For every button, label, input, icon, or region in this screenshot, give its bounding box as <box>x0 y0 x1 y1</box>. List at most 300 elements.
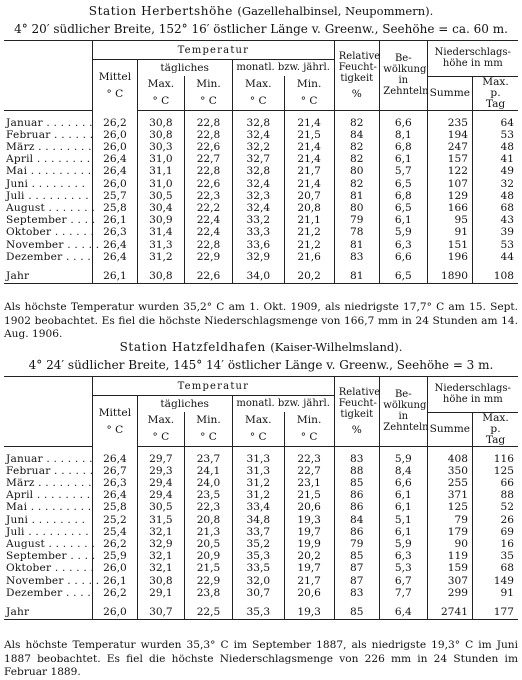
year-cell-mmax: 35,3 <box>232 605 284 620</box>
header-tmax-label: Max. <box>147 78 175 91</box>
header-tmax-unit: ° C <box>152 95 170 108</box>
year-cell-mittel: 26,0 <box>93 605 137 620</box>
cell-tmin: 20,8 <box>185 514 233 526</box>
cell-tmin: 22,6 <box>185 141 233 153</box>
table-row <box>4 117 518 129</box>
cell-summe: 95 <box>427 214 472 226</box>
header-maxtag-label: Max. p. Tag <box>482 411 509 446</box>
cell-summe: 90 <box>427 538 472 550</box>
cell-tmin: 23,5 <box>185 489 233 501</box>
cell-mmax: 33,5 <box>232 562 284 574</box>
cell-feucht: 86 <box>334 501 379 513</box>
cell-mittel: 25,2 <box>93 514 137 526</box>
cell-mmax: 32,7 <box>232 153 284 165</box>
cell-feucht: 82 <box>334 178 379 190</box>
cell-bew: 6,1 <box>379 489 427 501</box>
cell-summe: 194 <box>427 129 472 141</box>
header-taegliches: tägliches <box>137 60 232 77</box>
cell-tmin: 20,5 <box>185 538 233 550</box>
cell-mmin: 22,7 <box>284 465 334 477</box>
cell-mmax: 32,4 <box>232 178 284 190</box>
cell-mittel: 26,4 <box>93 251 137 263</box>
cell-summe: 91 <box>427 226 472 238</box>
cell-mmin: 21,7 <box>284 165 334 177</box>
cell-month: Mai . . . . . . . . . <box>6 165 92 178</box>
cell-maxtag: 43 <box>500 214 514 227</box>
cell-mmin: 23,1 <box>284 477 334 489</box>
cell-feucht: 86 <box>334 489 379 501</box>
table-row <box>4 465 518 477</box>
cell-mmin: 21,2 <box>284 239 334 251</box>
table-row <box>4 477 518 489</box>
table-row <box>4 226 518 238</box>
cell-tmin: 22,8 <box>185 117 233 129</box>
cell-mmin: 19,3 <box>284 514 334 526</box>
cell-tmax: 31,0 <box>137 178 185 190</box>
cell-tmax: 31,1 <box>137 165 185 177</box>
header-taegliches: tägliches <box>137 396 232 413</box>
cell-summe: 122 <box>427 165 472 177</box>
header-mittel-label: Mittel <box>98 406 132 419</box>
year-cell-mmax: 34,0 <box>232 269 284 284</box>
header-monatl: monatl. bzw. jährl. <box>232 60 334 77</box>
cell-mittel: 26,2 <box>93 587 137 599</box>
cell-mmin: 21,5 <box>284 129 334 141</box>
cell-bew: 6,7 <box>379 575 427 587</box>
cell-tmin: 22,7 <box>185 153 233 165</box>
cell-mmin: 21,6 <box>284 251 334 263</box>
cell-tmax: 30,8 <box>137 129 185 141</box>
header-bewoelkung-label: Be-wölkung in Zehnteln <box>383 389 429 434</box>
cell-feucht: 84 <box>334 514 379 526</box>
cell-maxtag: 69 <box>500 525 514 538</box>
cell-mittel: 26,7 <box>93 465 137 477</box>
header-mmax <box>232 412 284 446</box>
header-mittel-unit: ° C <box>106 87 124 100</box>
year-cell-bew: 6,4 <box>379 605 427 620</box>
cell-month: Dezember . . . . <box>6 586 91 599</box>
cell-tmin: 20,9 <box>185 550 233 562</box>
header-mmin-label: Min. <box>296 78 322 91</box>
cell-maxtag: 125 <box>493 464 514 477</box>
cell-maxtag: 39 <box>500 226 514 239</box>
header-tmin-label: Min. <box>196 414 221 427</box>
table-row <box>4 550 518 562</box>
cell-tmin: 21,3 <box>185 526 233 538</box>
cell-maxtag: 66 <box>500 476 514 489</box>
year-cell-bew: 6,5 <box>379 269 427 284</box>
station-region: (Gazellehalbinsel, Neupommern). <box>237 4 434 18</box>
cell-summe: 299 <box>427 587 472 599</box>
cell-feucht: 84 <box>334 129 379 141</box>
cell-bew: 5,1 <box>379 514 427 526</box>
cell-mittel: 26,4 <box>93 239 137 251</box>
year-cell-feucht: 85 <box>334 605 379 620</box>
cell-mittel: 26,0 <box>93 141 137 153</box>
cell-maxtag: 41 <box>500 153 514 166</box>
cell-mmax: 32,8 <box>232 165 284 177</box>
cell-tmax: 29,3 <box>137 465 185 477</box>
table-row <box>4 178 518 190</box>
year-cell-tmin: 22,6 <box>185 269 233 284</box>
cell-month: Juni . . . . . . . . <box>4 178 93 190</box>
cell-tmin: 21,5 <box>185 562 233 574</box>
cell-tmin: 22,8 <box>185 129 233 141</box>
year-cell-mittel: 26,1 <box>93 269 137 284</box>
cell-summe: 408 <box>427 453 472 465</box>
cell-bew: 5,9 <box>379 226 427 238</box>
year-cell-mmin: 19,3 <box>284 605 334 620</box>
table-row <box>4 538 518 550</box>
cell-mittel: 26,1 <box>93 214 137 226</box>
header-tmax <box>137 412 185 446</box>
cell-tmax: 31,3 <box>137 239 185 251</box>
header-tmin <box>185 76 233 110</box>
cell-mmax: 32,3 <box>232 190 284 202</box>
cell-feucht: 85 <box>334 550 379 562</box>
cell-bew: 6,1 <box>379 526 427 538</box>
table-row <box>4 239 518 251</box>
cell-tmax: 30,4 <box>137 202 185 214</box>
cell-summe: 119 <box>427 550 472 562</box>
cell-mmin: 22,3 <box>284 453 334 465</box>
cell-mmin: 21,1 <box>284 214 334 226</box>
station-note: Als höchste Temperatur wurden 35,2° C am 1. Okt. 1909, als niedrigste 17,7° C am 15. Sept. 1902 beobachtet. Es fiel die höchste Niederschlagsmenge von 166,7 mm in 24 Stunden am 14. Aug. 1906. <box>4 301 518 340</box>
cell-maxtag: 68 <box>500 201 514 214</box>
cell-tmin: 24,0 <box>185 477 233 489</box>
cell-feucht: 79 <box>334 214 379 226</box>
cell-tmax: 32,1 <box>137 562 185 574</box>
year-row <box>4 605 518 620</box>
header-tmin-unit: ° C <box>200 95 217 108</box>
header-temperatur <box>93 377 334 396</box>
year-cell-tmin: 22,5 <box>185 605 233 620</box>
cell-month: Mai . . . . . . . . . <box>6 501 92 514</box>
table-row <box>4 251 518 263</box>
cell-maxtag: 32 <box>500 177 514 190</box>
cell-bew: 7,7 <box>379 587 427 599</box>
cell-summe: 179 <box>427 526 472 538</box>
cell-maxtag: 48 <box>500 189 514 202</box>
cell-feucht: 78 <box>334 226 379 238</box>
header-temperatur-label: Temperatur <box>177 380 250 392</box>
header-mmin-label: Min. <box>296 414 322 427</box>
cell-maxtag: 44 <box>500 250 514 263</box>
cell-mmax: 31,2 <box>232 477 284 489</box>
cell-tmax: 29,7 <box>137 453 185 465</box>
year-cell-summe: 1890 <box>427 269 472 284</box>
cell-bew: 6,1 <box>379 214 427 226</box>
cell-bew: 6,5 <box>379 202 427 214</box>
header-niederschlag <box>427 41 518 77</box>
station-name: Station Herbertshöhe <box>88 4 233 18</box>
header-mmax-label: Max. <box>245 78 272 91</box>
station-title <box>0 4 522 18</box>
cell-mmin: 21,5 <box>284 489 334 501</box>
cell-summe: 159 <box>427 562 472 574</box>
cell-maxtag: 53 <box>500 128 514 141</box>
cell-mmax: 32,9 <box>232 251 284 263</box>
cell-summe: 196 <box>427 251 472 263</box>
header-summe: Summe <box>427 76 472 110</box>
cell-tmin: 22,8 <box>185 165 233 177</box>
cell-mmax: 33,3 <box>232 226 284 238</box>
table-row <box>4 501 518 513</box>
cell-mittel: 25,8 <box>93 202 137 214</box>
header-mmin-unit: ° C <box>300 95 318 108</box>
cell-tmax: 30,9 <box>137 214 185 226</box>
cell-month: Januar . . . . . . . <box>6 452 93 465</box>
cell-tmin: 22,6 <box>185 178 233 190</box>
cell-month: April . . . . . . . . <box>4 489 93 501</box>
cell-mmin: 20,6 <box>284 501 334 513</box>
cell-mmax: 33,4 <box>232 501 284 513</box>
cell-feucht: 80 <box>334 165 379 177</box>
cell-maxtag: 68 <box>500 562 514 575</box>
cell-bew: 6,6 <box>379 251 427 263</box>
cell-bew: 5,9 <box>379 538 427 550</box>
cell-mmin: 21,7 <box>284 575 334 587</box>
table-row <box>4 514 518 526</box>
cell-mmin: 21,4 <box>284 117 334 129</box>
table-row <box>4 526 518 538</box>
year-row <box>4 269 518 284</box>
header-blank <box>4 41 93 111</box>
cell-feucht: 86 <box>334 526 379 538</box>
cell-maxtag: 48 <box>500 140 514 153</box>
cell-summe: 166 <box>427 202 472 214</box>
cell-month: August . . . . . . . <box>6 537 95 550</box>
cell-tmax: 32,9 <box>137 538 185 550</box>
cell-month: November . . . . . <box>6 574 100 587</box>
cell-tmax: 32,1 <box>137 526 185 538</box>
cell-summe: 235 <box>427 117 472 129</box>
cell-mittel: 26,1 <box>93 575 137 587</box>
table-row <box>4 202 518 214</box>
cell-mmin: 20,7 <box>284 190 334 202</box>
year-cell-maxtag: 108 <box>473 269 518 284</box>
header-feuchtigkeit-label: Relative Feucht-tigkeit <box>338 50 381 84</box>
cell-mmax: 33,7 <box>232 526 284 538</box>
cell-month: September . . . . <box>6 214 96 227</box>
cell-mmax: 34,8 <box>232 514 284 526</box>
header-maxtag <box>473 412 518 446</box>
cell-tmax: 30,5 <box>137 190 185 202</box>
cell-tmax: 30,3 <box>137 141 185 153</box>
cell-month: März . . . . . . . . <box>6 476 92 489</box>
cell-tmin: 22,4 <box>185 214 233 226</box>
station-note: Als höchste Temperatur wurden 35,3° C im September 1887, als niedrigste 19,3° C im Juni 1887 beobachtet. Es fiel die höchste Niederschlagsmenge von 226 mm in 24 Stunden im Februar 1889. <box>4 639 518 678</box>
table-row <box>4 153 518 165</box>
cell-summe: 350 <box>427 465 472 477</box>
cell-month: Februar . . . . . . <box>6 464 94 477</box>
header-mmin <box>284 412 334 446</box>
cell-mmin: 21,2 <box>284 226 334 238</box>
cell-mmax: 33,2 <box>232 214 284 226</box>
cell-mmax: 31,2 <box>232 489 284 501</box>
cell-maxtag: 64 <box>500 116 514 129</box>
cell-tmax: 31,5 <box>137 514 185 526</box>
cell-tmax: 31,2 <box>137 251 185 263</box>
cell-mittel: 25,4 <box>93 526 137 538</box>
cell-mittel: 26,0 <box>93 178 137 190</box>
cell-tmax: 30,8 <box>137 575 185 587</box>
cell-feucht: 88 <box>334 465 379 477</box>
header-mmax-unit: ° C <box>249 431 267 444</box>
cell-mmin: 20,6 <box>284 587 334 599</box>
header-blank <box>4 377 93 447</box>
table-row <box>4 214 518 226</box>
cell-mittel: 26,0 <box>93 129 137 141</box>
cell-month: Januar . . . . . . . <box>6 116 93 129</box>
year-cell-maxtag: 177 <box>473 605 518 620</box>
cell-mittel: 26,0 <box>93 562 137 574</box>
cell-feucht: 85 <box>334 477 379 489</box>
header-niederschlag-label: Niederschlags-höhe in mm <box>434 383 511 406</box>
cell-bew: 6,5 <box>379 178 427 190</box>
cell-maxtag: 116 <box>493 452 514 465</box>
climate-table <box>4 40 518 284</box>
cell-feucht: 83 <box>334 251 379 263</box>
table-row <box>4 562 518 574</box>
cell-tmin: 22,4 <box>185 226 233 238</box>
station-title <box>0 340 522 354</box>
table-row <box>4 453 518 465</box>
cell-mmax: 31,3 <box>232 465 284 477</box>
year-cell-tmax: 30,8 <box>137 269 185 284</box>
cell-mittel: 25,7 <box>93 190 137 202</box>
cell-mmax: 33,6 <box>232 239 284 251</box>
table-row <box>4 190 518 202</box>
year-cell-summe: 2741 <box>427 605 472 620</box>
cell-feucht: 81 <box>334 239 379 251</box>
cell-feucht: 79 <box>334 538 379 550</box>
header-bewoelkung <box>379 377 427 447</box>
header-feuchtigkeit-unit: % <box>351 423 362 436</box>
year-cell-month: Jahr <box>4 605 93 620</box>
header-feuchtigkeit <box>334 377 379 447</box>
cell-mmax: 32,4 <box>232 202 284 214</box>
cell-maxtag: 49 <box>500 165 514 178</box>
header-bewoelkung <box>379 41 427 111</box>
cell-summe: 157 <box>427 153 472 165</box>
cell-summe: 247 <box>427 141 472 153</box>
cell-mmin: 19,9 <box>284 538 334 550</box>
cell-bew: 8,1 <box>379 129 427 141</box>
cell-maxtag: 52 <box>500 501 514 514</box>
header-monatl: monatl. bzw. jährl. <box>232 396 334 413</box>
cell-month: Juni . . . . . . . . <box>4 514 93 526</box>
cell-maxtag: 91 <box>500 586 514 599</box>
cell-tmin: 24,1 <box>185 465 233 477</box>
cell-month: November . . . . . <box>6 238 100 251</box>
cell-feucht: 82 <box>334 153 379 165</box>
cell-bew: 6,3 <box>379 239 427 251</box>
cell-mmin: 20,2 <box>284 550 334 562</box>
cell-tmax: 31,4 <box>137 226 185 238</box>
header-mittel-unit: ° C <box>106 423 124 436</box>
cell-feucht: 82 <box>334 141 379 153</box>
header-maxtag <box>473 76 518 110</box>
cell-mittel: 26,4 <box>93 489 137 501</box>
cell-tmin: 22,3 <box>185 501 233 513</box>
cell-tmax: 30,5 <box>137 501 185 513</box>
cell-mittel: 26,4 <box>93 453 137 465</box>
cell-tmax: 29,4 <box>137 489 185 501</box>
cell-bew: 5,3 <box>379 562 427 574</box>
cell-mmin: 21,4 <box>284 141 334 153</box>
cell-mittel: 26,2 <box>93 538 137 550</box>
cell-month: Juli . . . . . . . . . <box>4 190 93 202</box>
cell-mmin: 19,7 <box>284 526 334 538</box>
cell-mittel: 25,8 <box>93 501 137 513</box>
cell-mmax: 35,3 <box>232 550 284 562</box>
cell-feucht: 83 <box>334 453 379 465</box>
cell-bew: 6,1 <box>379 501 427 513</box>
year-cell-tmax: 30,7 <box>137 605 185 620</box>
cell-bew: 6,1 <box>379 153 427 165</box>
header-mittel <box>93 60 137 111</box>
cell-mmax: 30,7 <box>232 587 284 599</box>
station-region: (Kaiser-Wilhelmsland). <box>270 340 403 354</box>
cell-tmax: 30,8 <box>137 117 185 129</box>
cell-mittel: 26,2 <box>93 117 137 129</box>
cell-bew: 6,8 <box>379 141 427 153</box>
cell-month: Oktober . . . . . . <box>6 562 95 575</box>
cell-tmax: 29,4 <box>137 477 185 489</box>
cell-maxtag: 149 <box>493 574 514 587</box>
header-feuchtigkeit-unit: % <box>351 87 362 100</box>
table-row <box>4 129 518 141</box>
cell-mmax: 35,2 <box>232 538 284 550</box>
year-cell-mmin: 20,2 <box>284 269 334 284</box>
cell-mittel: 26,4 <box>93 165 137 177</box>
year-cell-month: Jahr <box>4 269 93 284</box>
header-bewoelkung-label: Be-wölkung in Zehnteln <box>383 53 429 98</box>
cell-tmin: 22,9 <box>185 575 233 587</box>
table-row <box>4 587 518 599</box>
header-feuchtigkeit-label: Relative Feucht-tigkeit <box>338 386 381 420</box>
table-row <box>4 489 518 501</box>
station-coordinates: 4° 24′ südlicher Breite, 145° 14′ östlicher Länge v. Greenw., Seehöhe = 3 m. <box>28 358 494 372</box>
cell-maxtag: 16 <box>500 537 514 550</box>
cell-maxtag: 35 <box>500 550 514 563</box>
climate-table <box>4 376 518 620</box>
cell-month: Juli . . . . . . . . . <box>4 526 93 538</box>
header-tmin-unit: ° C <box>200 431 217 444</box>
cell-summe: 125 <box>427 501 472 513</box>
table-row <box>4 165 518 177</box>
header-tmax-label: Max. <box>147 414 175 427</box>
cell-summe: 107 <box>427 178 472 190</box>
cell-summe: 371 <box>427 489 472 501</box>
cell-mittel: 25,9 <box>93 550 137 562</box>
cell-maxtag: 53 <box>500 238 514 251</box>
cell-tmin: 22,3 <box>185 190 233 202</box>
header-mmin-unit: ° C <box>300 431 318 444</box>
header-summe: Summe <box>427 412 472 446</box>
cell-summe: 129 <box>427 190 472 202</box>
cell-feucht: 83 <box>334 587 379 599</box>
cell-month: Februar . . . . . . <box>6 128 94 141</box>
cell-month: August . . . . . . . <box>6 201 95 214</box>
cell-mittel: 26,3 <box>93 477 137 489</box>
cell-tmax: 29,1 <box>137 587 185 599</box>
table-row <box>4 141 518 153</box>
header-tmin-label: Min. <box>196 78 221 91</box>
cell-maxtag: 88 <box>500 489 514 502</box>
cell-summe: 79 <box>427 514 472 526</box>
